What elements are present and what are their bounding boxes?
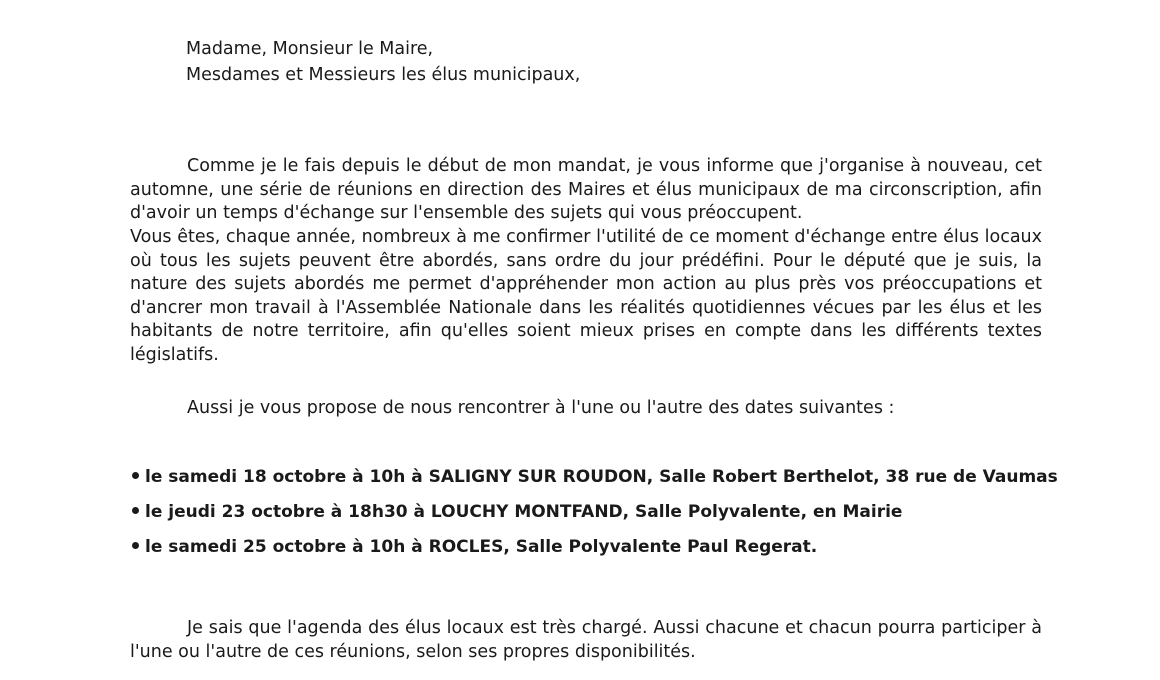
bullet-icon [132,507,139,514]
meeting-date-text: le samedi 18 octobre à 10h à SALIGNY SUR ROUDON, Salle Robert Berthelot, 38 rue de Vaumas [145,467,1058,487]
salutation-line-mayor: Madame, Monsieur le Maire, [186,39,434,59]
list-item [132,465,1058,500]
paragraph-dates-intro: Aussi je vous propose de nous rencontrer à l'une ou l'autre des dates suivantes : [187,398,895,418]
paragraph-closing: Je sais que l'agenda des élus locaux est très chargé. Aussi chacune et chacun pourra participer à l'une ou l'autre de ces réunions, selon ses propres disponibilités. [130,618,1042,662]
meeting-dates-list [132,465,1058,570]
bullet-icon [132,472,139,479]
meeting-date-text: le samedi 25 octobre à 10h à ROCLES, Salle Polyvalente Paul Regerat. [145,537,818,557]
meeting-date-text: le jeudi 23 octobre à 18h30 à LOUCHY MONTFAND, Salle Polyvalente, en Mairie [145,502,903,522]
salutation [186,36,580,88]
salutation-line-councillors: Mesdames et Messieurs les élus municipaux, [186,65,581,85]
paragraph-intro: Comme je le fais depuis le début de mon mandat, je vous informe que j'organise à nouveau, cet automne, une série de réunions en direction des Maires et élus municipaux de ma circonscription, afin d'avoir un temps d'échange sur l'ensemble des sujets qui vous préoccupent. [130,156,1042,223]
paragraph-purpose: Vous êtes, chaque année, nombreux à me confirmer l'utilité de ce moment d'échange entre élus locaux où tous les sujets peuvent être abordés, sans ordre du jour prédéfini. Pour le député que je suis, la nature des sujets abordés me permet d'appréhender mon action au plus près vos préoccupations et d'ancrer mon travail à l'Assemblée Nationale dans les réalités quotidiennes vécues par les élus et les habitants de notre territoire, afin qu'elles soient mieux prises en compte dans les différents textes législatifs. [130,227,1042,365]
list-item [132,535,1058,570]
bullet-icon [132,542,139,549]
list-item [132,500,1058,535]
